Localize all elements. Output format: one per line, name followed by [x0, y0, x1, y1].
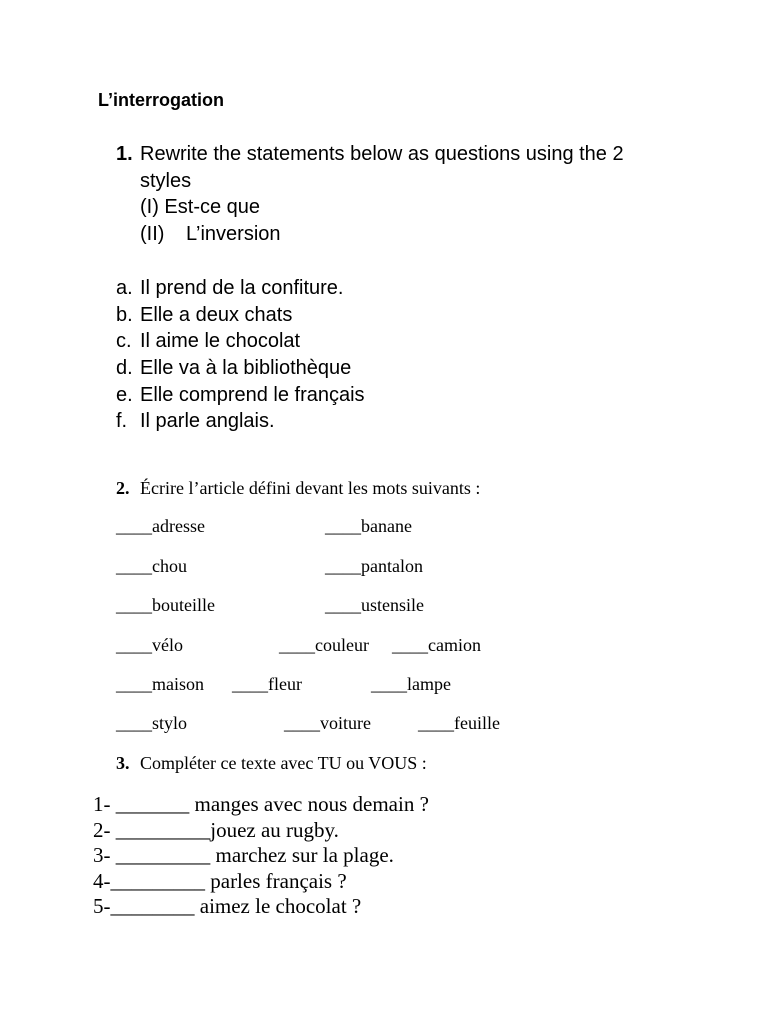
list-item-text: Il aime le chocolat [140, 330, 301, 352]
fill-in-sentence: 5-________ aimez le chocolat ? [93, 894, 362, 918]
word-blank: ____voiture [284, 713, 371, 733]
fill-in-sentence: 1- _______ manges avec nous demain ? [93, 792, 429, 816]
fill-in-sentence: 3- _________ marchez sur la plage. [93, 843, 394, 867]
section1-instruction-line1: Rewrite the statements below as questions using the 2 [140, 143, 624, 165]
word-blank: ____camion [392, 635, 481, 655]
word-blank: ____banane [325, 516, 412, 536]
page-title: L’interrogation [98, 90, 224, 110]
section2-number: 2. [116, 478, 130, 498]
word-blank: ____couleur [279, 635, 369, 655]
fill-in-sentence: 2- _________jouez au rugby. [93, 818, 339, 842]
list-item-text: Elle comprend le français [140, 384, 365, 406]
list-item-letter: c. [116, 330, 132, 352]
list-item-letter: d. [116, 357, 133, 379]
word-blank: ____adresse [116, 516, 205, 536]
word-blank: ____lampe [371, 674, 451, 694]
section1-instruction-line2: styles [140, 170, 192, 192]
section1-style2-number: (II) [140, 223, 165, 245]
word-blank: ____fleur [232, 674, 302, 694]
list-item-letter: a. [116, 277, 133, 299]
word-blank: ____feuille [418, 713, 500, 733]
list-item-text: Il prend de la confiture. [140, 277, 344, 299]
section3-number: 3. [116, 753, 130, 773]
section1-number: 1. [116, 143, 133, 165]
section3-instruction: Compléter ce texte avec TU ou VOUS : [140, 753, 427, 773]
word-blank: ____bouteille [116, 595, 215, 615]
list-item-text: Elle va à la bibliothèque [140, 357, 352, 379]
word-blank: ____ustensile [325, 595, 424, 615]
list-item-text: Elle a deux chats [140, 304, 293, 326]
word-blank: ____chou [116, 556, 187, 576]
list-item-letter: b. [116, 304, 133, 326]
list-item-text: Il parle anglais. [140, 410, 275, 432]
word-blank: ____vélo [116, 635, 183, 655]
section2-instruction: Écrire l’article défini devant les mots suivants : [140, 478, 481, 498]
word-blank: ____pantalon [325, 556, 423, 576]
list-item-letter: f. [116, 410, 128, 432]
section1-style1: (I) Est-ce que [140, 196, 261, 218]
word-blank: ____maison [116, 674, 204, 694]
list-item-letter: e. [116, 384, 133, 406]
section1-style2-label: L’inversion [186, 223, 281, 245]
fill-in-sentence: 4-_________ parles français ? [93, 869, 347, 893]
word-blank: ____stylo [116, 713, 188, 733]
